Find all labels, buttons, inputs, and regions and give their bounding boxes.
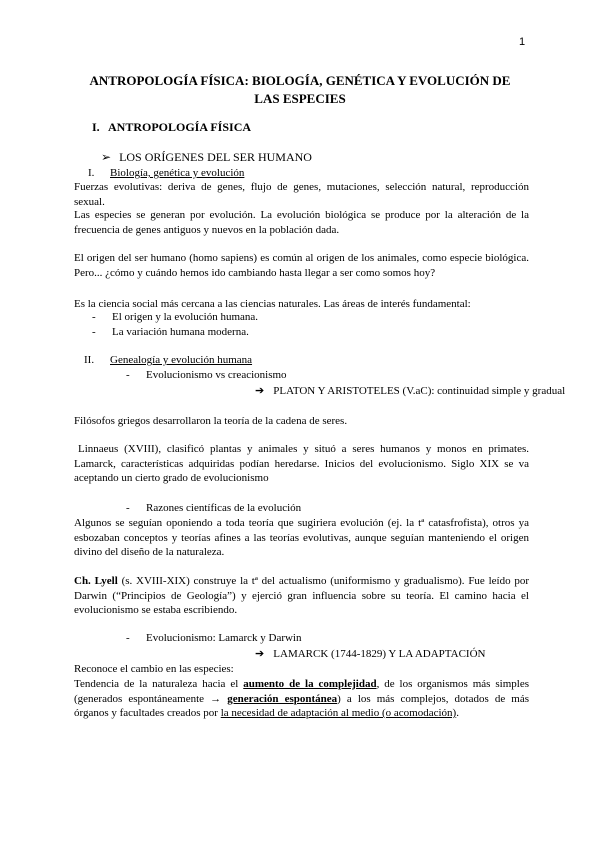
text-line: divino del diseño de la naturaleza. <box>74 546 225 558</box>
dash-item <box>126 632 302 644</box>
arrow-line-label: PLATON Y ARISTOTELES (V.aC): continuidad simple y gradual <box>273 385 566 397</box>
dash-item <box>126 369 287 381</box>
arrow-line <box>255 384 565 397</box>
paragraph-origen <box>74 251 529 280</box>
arrow-line-label: LAMARCK (1744-1829) Y LA ADAPTACIÓN <box>273 648 486 660</box>
dash-item <box>126 502 301 514</box>
list-item <box>92 326 249 338</box>
text-span: (s. XVIII-XIX) construye la tª del actualismo (uniformismo y gradualismo). Fue leído por <box>117 575 529 587</box>
dash-bullet: - <box>126 632 130 644</box>
arrow-heading-label: LOS ORÍGENES DEL SER HUMANO <box>119 150 312 164</box>
text-span: , de los organismos más simples <box>376 678 529 690</box>
paragraph-fuerzas <box>74 180 529 209</box>
arrow-right-icon: ➔ <box>255 385 265 397</box>
paragraph-filosofos: Filósofos griegos desarrollaron la teoría de la cadena de seres. <box>74 415 348 427</box>
arrowhead-icon: ➢ <box>101 150 112 164</box>
dash-bullet: - <box>92 311 96 323</box>
paragraph-especies <box>74 208 529 237</box>
text-line <box>74 574 529 589</box>
dash-bullet: - <box>92 326 96 338</box>
dash-bullet: - <box>126 502 130 514</box>
arrow-line <box>255 647 485 660</box>
list-item-text: La variación humana moderna. <box>112 326 249 338</box>
subsection-2 <box>84 354 252 366</box>
text-line <box>74 677 529 692</box>
page-number: 1 <box>519 36 526 48</box>
text-span: Tendencia de la naturaleza hacia el <box>74 678 244 690</box>
underlined-phrase: la necesidad de adaptación al medio (o acomodación) <box>220 707 457 719</box>
text-line: Fuerzas evolutivas: deriva de genes, flujo de genes, mutaciones, selección natural, reproducción <box>74 181 529 193</box>
dash-bullet: - <box>126 369 130 381</box>
title-line-1: ANTROPOLOGÍA FÍSICA: BIOLOGÍA, GENÉTICA Y EVOLUCIÓN DE <box>89 73 511 88</box>
text-line: Algunos se seguían oponiendo a toda teoría que sugiriera evolución (ej. la tª catasfrofista), otros ya <box>74 517 529 529</box>
subsection-number: II. <box>84 354 95 366</box>
paragraph-ciencia: Es la ciencia social más cercana a las ciencias naturales. Las áreas de interés fundamental: <box>74 298 471 310</box>
arrow-heading <box>101 150 312 165</box>
arrow-right-icon: ➔ <box>255 648 265 660</box>
text-line: frecuencia de genes antiguos y nuevos en la población dada. <box>74 223 340 236</box>
section-label: ANTROPOLOGÍA FÍSICA <box>108 120 252 134</box>
paragraph-lyell <box>74 574 529 618</box>
text-line: Darwin (“Principios de Geología”) y ejerció gran influencia sobre su teoría. El camino hacia el <box>74 589 529 602</box>
text-line: aceptando un cierto grado de evolucionismo <box>74 472 269 484</box>
text-span: (generados espontáneamente → <box>74 692 228 705</box>
section-number: I. <box>92 120 100 134</box>
text-line <box>74 706 529 721</box>
dash-item-text: Evolucionismo vs creacionismo <box>146 369 287 381</box>
list-item-text: El origen y la evolución humana. <box>112 311 259 323</box>
subsection-label: Genealogía y evolución humana <box>110 354 253 366</box>
text-line: El origen del ser humano (homo sapiens) es común al origen de los animales, como especie biológica. <box>74 252 529 264</box>
subsection-1 <box>88 167 244 179</box>
text-line: evolucionismo se estaba escribiendo. <box>74 604 238 616</box>
text-line: esbozaban conceptos y teorías afines a las teorías evolutivas, aunque seguían manteniendo el origen <box>74 531 529 544</box>
dash-item-text: Evolucionismo: Lamarck y Darwin <box>146 632 302 644</box>
text-line <box>74 692 529 707</box>
bold-underlined-term: generación espontánea <box>227 692 338 705</box>
paragraph-algunos <box>74 516 529 560</box>
title-line-2: LAS ESPECIES <box>254 91 346 106</box>
text-line: sexual. <box>74 195 105 208</box>
paragraph-reconoce: Reconoce el cambio en las especies: <box>74 663 234 675</box>
subsection-number: I. <box>88 167 95 179</box>
bold-name: Ch. Lyell <box>74 575 118 587</box>
subsection-label: Biología, genética y evolución <box>110 167 245 179</box>
text-line: Lamarck, características adquiridas podían heredarse. Inicios del evolucionismo. Siglo XIX se va <box>74 457 529 470</box>
text-span: órganos y facultades creados por <box>74 707 221 719</box>
section-heading <box>92 120 251 135</box>
paragraph-tendencia <box>74 677 529 721</box>
text-line: Linnaeus (XVIII), clasificó plantas y animales y situó a seres humanos y monos en primates. <box>78 443 529 455</box>
dash-item-text: Razones científicas de la evolución <box>146 502 302 514</box>
text-span: ) a los más complejos, dotados de más <box>337 692 529 705</box>
text-span: . <box>456 707 459 719</box>
text-line: Pero... ¿cómo y cuándo hemos ido cambiando hasta llegar a ser como somos hoy? <box>74 266 436 279</box>
text-line: Las especies se generan por evolución. La evolución biológica se produce por la alteración de la <box>74 209 529 221</box>
bold-underlined-term: aumento de la complejidad <box>243 678 377 690</box>
document-title <box>70 72 530 108</box>
list-item <box>92 311 258 323</box>
paragraph-linnaeus <box>74 442 529 486</box>
